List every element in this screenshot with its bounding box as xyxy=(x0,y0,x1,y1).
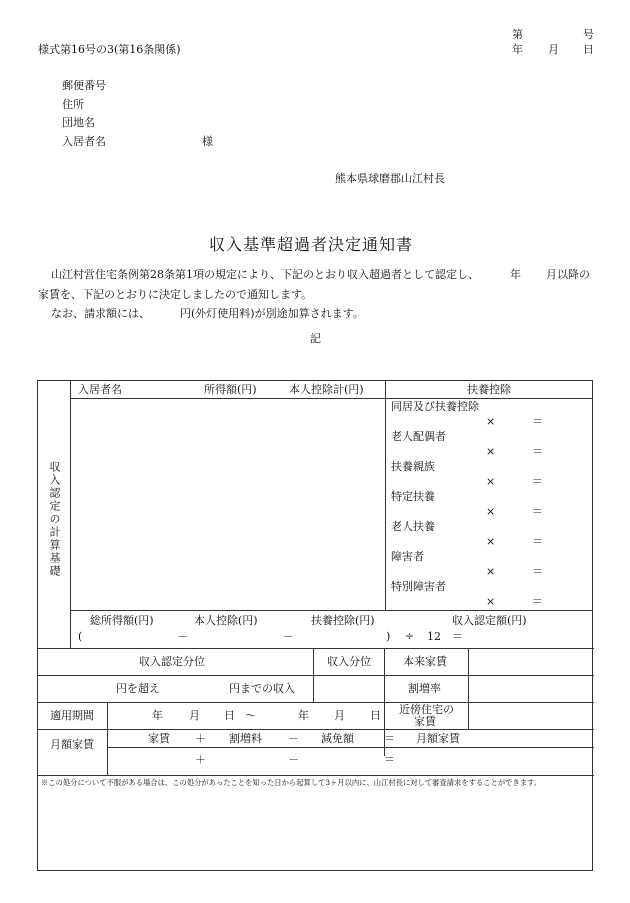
page-title: 収入基準超過者決定通知書 xyxy=(209,235,414,254)
doc-day: 日 xyxy=(583,43,594,56)
period-month-from: 月 xyxy=(189,709,200,722)
equals-sign: ＝ xyxy=(532,415,543,428)
equals-sign: ＝ xyxy=(532,565,543,578)
doc-year: 年 xyxy=(512,43,523,56)
grade-label: 収入認定分位 xyxy=(139,655,205,668)
form-number: 様式第16号の3(第16条関係) xyxy=(38,43,181,56)
equals-sign: ＝ xyxy=(532,445,543,458)
equals-sign: ＝ xyxy=(532,535,543,548)
times-sign: × xyxy=(486,505,496,518)
body-line3a: なお、請求額には、 xyxy=(51,307,150,320)
paren-close: ) xyxy=(386,630,391,643)
hdr-self-deduction: 本人控除計(円) xyxy=(289,383,364,396)
equals-sign: ＝ xyxy=(532,505,543,518)
body-line3b: 円(外灯使用料)が別途加算されます。 xyxy=(180,307,364,320)
equals-sign: ＝ xyxy=(384,753,395,766)
equals-sign: ＝ xyxy=(532,595,543,608)
times-sign: × xyxy=(486,565,496,578)
sum-certified-income: 収入認定額(円) xyxy=(452,614,527,627)
minus-sign: － xyxy=(177,630,188,643)
hdr-resident-name: 入居者名 xyxy=(78,383,122,396)
calculation-form xyxy=(37,380,593,871)
period-month-to: 月 xyxy=(334,709,345,722)
minus-sign: － xyxy=(288,732,299,745)
period-tilde: 〜 xyxy=(245,709,256,722)
deduction-label: 老人扶養 xyxy=(391,520,435,533)
upto-income: 円までの収入 xyxy=(229,682,295,695)
monthly-rent-label: 月額家賃 xyxy=(50,738,94,751)
plus-sign: ＋ xyxy=(195,753,206,766)
deduction-label: 同居及び扶養控除 xyxy=(391,400,479,413)
minus-sign: － xyxy=(283,630,294,643)
side-label: 収入認定の計算基礎 xyxy=(48,461,61,578)
equals-sign: ＝ xyxy=(532,475,543,488)
paren-open: ( xyxy=(78,630,83,643)
period-label: 適用期間 xyxy=(50,709,94,722)
address-label: 住所 xyxy=(62,98,84,111)
postal-label: 郵便番号 xyxy=(62,79,106,92)
minus-sign: － xyxy=(288,753,299,766)
equals-sign: ＝ xyxy=(452,630,463,643)
equals-sign: ＝ xyxy=(384,732,395,745)
ki-label: 記 xyxy=(310,332,321,345)
hdr-income: 所得額(円) xyxy=(204,383,257,396)
body-line1-tail: 月以降の xyxy=(546,268,590,281)
over-yen: 円を超え xyxy=(116,682,160,695)
period-year-to: 年 xyxy=(298,709,309,722)
sama-label: 様 xyxy=(202,135,213,148)
deduction-label: 老人配偶者 xyxy=(391,430,446,443)
appeal-note: ※この処分について不服がある場合は、この処分があったことを知った日から起算して3ヶ月以内に、山江村長に対して審査請求をすることができます。 xyxy=(41,778,542,787)
surcharge-label: 割増料 xyxy=(229,732,262,745)
monthly-rent-total-label: 月額家賃 xyxy=(416,732,460,745)
hdr-dependent-deduction: 扶養控除 xyxy=(467,383,511,396)
rent-label: 家賃 xyxy=(148,732,170,745)
doc-month: 月 xyxy=(548,43,559,56)
resident-label: 入居者名 xyxy=(62,135,106,148)
issuer: 熊本県球磨郡山江村長 xyxy=(335,172,445,185)
times-sign: × xyxy=(486,445,496,458)
period-year-from: 年 xyxy=(152,709,163,722)
plus-sign: ＋ xyxy=(195,732,206,745)
deduction-label: 扶養親族 xyxy=(391,460,435,473)
grade-column: 収入分位 xyxy=(327,655,371,668)
body-line1: 山江村営住宅条例第28条第1項の規定により、下記のとおり収入超過者として認定し、 xyxy=(51,268,479,281)
doc-gou: 号 xyxy=(583,28,594,41)
divide-sign: ÷ xyxy=(405,630,415,643)
sum-dependent-deduction: 扶養控除(円) xyxy=(311,614,375,627)
period-day-from: 日 xyxy=(224,709,235,722)
doc-dai: 第 xyxy=(512,28,523,41)
surcharge-rate-label: 割増率 xyxy=(408,682,441,695)
period-day-to: 日 xyxy=(370,709,381,722)
nearby-rent-line1: 近傍住宅の xyxy=(399,703,454,716)
base-rent-label: 本来家賃 xyxy=(403,655,447,668)
sum-total-income: 総所得額(円) xyxy=(90,614,154,627)
sum-self-deduction: 本人控除(円) xyxy=(194,614,258,627)
deduction-label: 特定扶養 xyxy=(391,490,435,503)
nearby-rent-line2: 家賃 xyxy=(414,715,436,728)
times-sign: × xyxy=(486,415,496,428)
complex-label: 団地名 xyxy=(62,116,95,129)
times-sign: × xyxy=(486,535,496,548)
deduction-label: 特別障害者 xyxy=(391,580,446,593)
times-sign: × xyxy=(486,475,496,488)
divisor-twelve: 12 xyxy=(427,630,441,643)
times-sign: × xyxy=(486,595,496,608)
body-line1-year: 年 xyxy=(510,268,521,281)
body-line2: 家賃を、下記のとおりに決定しましたので通知します。 xyxy=(38,288,313,301)
deduction-label: 障害者 xyxy=(391,550,424,563)
reduction-label: 減免額 xyxy=(321,732,354,745)
